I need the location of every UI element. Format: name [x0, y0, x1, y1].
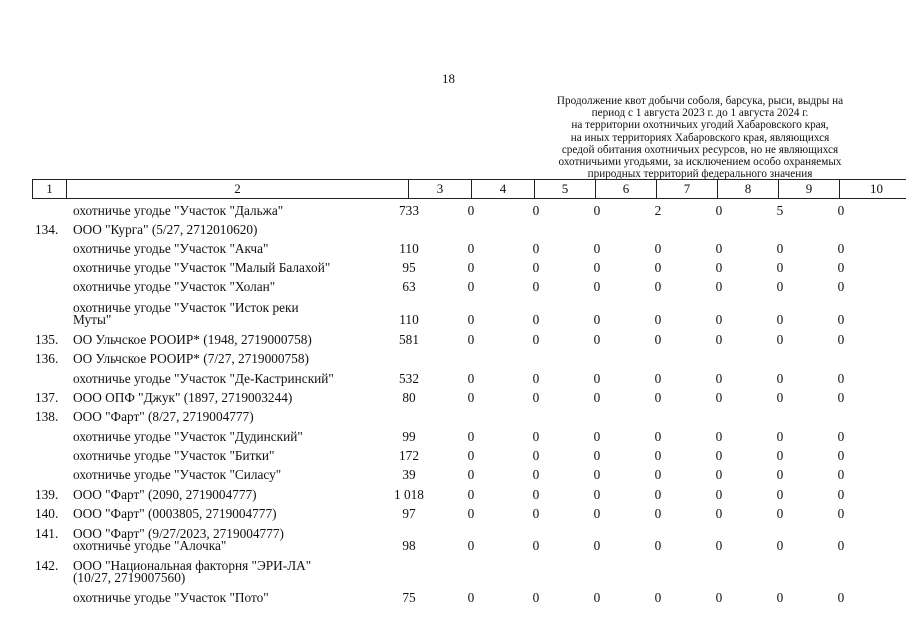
cell-col-4: 0 — [467, 332, 475, 347]
caption-line: на территории охотничьих угодий Хабаровского края, — [571, 119, 829, 132]
caption-line: на иных территориях Хабаровского края, являющихся — [570, 131, 830, 144]
cell-col-4: 0 — [467, 448, 475, 463]
hunting-ground-name: охотничье угодье "Участок "Холан" — [73, 279, 276, 294]
cell-col-7: 0 — [654, 590, 662, 605]
cell-col-9: 0 — [776, 487, 784, 502]
cell-col-7: 0 — [654, 371, 662, 386]
cell-col-10: 0 — [837, 203, 845, 218]
column-header-5: 5 — [535, 180, 596, 199]
cell-col-5: 0 — [532, 448, 540, 463]
cell-col-8: 0 — [715, 390, 723, 405]
organization-name: ОО Ульчское РООИР* (1948, 2719000758) — [73, 332, 312, 347]
cell-col-9: 0 — [776, 241, 784, 256]
cell-col-5: 0 — [532, 467, 540, 482]
cell-col-10: 0 — [837, 429, 845, 444]
cell-col-3: 80 — [402, 390, 416, 405]
cell-col-6: 0 — [593, 538, 601, 553]
cell-col-4: 0 — [467, 590, 475, 605]
organization-name: ООО "Фарт" (0003805, 2719004777) — [73, 506, 277, 521]
cell-col-9: 0 — [776, 371, 784, 386]
cell-col-6: 0 — [593, 332, 601, 347]
cell-col-5: 0 — [532, 332, 540, 347]
organization-name: ОО Ульчское РООИР* (7/27, 2719000758) — [73, 351, 309, 366]
hunting-ground-name: охотничье угодье "Участок "Акча" — [73, 241, 269, 256]
column-header-7: 7 — [657, 180, 718, 199]
cell-col-8: 0 — [715, 260, 723, 275]
hunting-ground-name: охотничье угодье "Участок "Дудинский" — [73, 429, 303, 444]
cell-col-10: 0 — [837, 590, 845, 605]
cell-col-8: 0 — [715, 203, 723, 218]
cell-col-5: 0 — [532, 312, 540, 327]
cell-col-3: 110 — [399, 241, 419, 256]
cell-col-5: 0 — [532, 203, 540, 218]
organization-name: ООО "Фарт" (9/27/2023, 2719004777) — [73, 526, 284, 541]
cell-col-10: 0 — [837, 538, 845, 553]
cell-col-9: 0 — [776, 429, 784, 444]
cell-col-6: 0 — [593, 448, 601, 463]
cell-col-4: 0 — [467, 429, 475, 444]
caption-line: природных территорий федерального значения — [587, 168, 813, 181]
cell-col-9: 0 — [776, 312, 784, 327]
cell-col-7: 0 — [654, 487, 662, 502]
cell-col-7: 0 — [654, 506, 662, 521]
cell-col-7: 0 — [654, 448, 662, 463]
cell-col-6: 0 — [593, 390, 601, 405]
cell-col-5: 0 — [532, 390, 540, 405]
column-header-9: 9 — [779, 180, 840, 199]
hunting-ground-name: охотничье угодье "Участок "Де-Кастринский" — [73, 371, 334, 386]
cell-col-7: 0 — [654, 332, 662, 347]
organization-name: (10/27, 2719007560) — [73, 570, 186, 585]
cell-col-4: 0 — [467, 538, 475, 553]
cell-col-6: 0 — [593, 241, 601, 256]
cell-col-8: 0 — [715, 241, 723, 256]
cell-col-10: 0 — [837, 467, 845, 482]
cell-col-4: 0 — [467, 371, 475, 386]
cell-col-8: 0 — [715, 538, 723, 553]
cell-col-7: 2 — [654, 203, 662, 218]
hunting-ground-name: охотничье угодье "Участок "Малый Балахой" — [73, 260, 331, 275]
cell-col-4: 0 — [467, 241, 475, 256]
cell-col-3: 39 — [402, 467, 416, 482]
hunting-ground-name: охотничье угодье "Участок "Дальжа" — [73, 203, 284, 218]
cell-col-3: 95 — [402, 260, 416, 275]
cell-col-3: 532 — [399, 371, 419, 386]
cell-col-8: 0 — [715, 467, 723, 482]
cell-col-6: 0 — [593, 429, 601, 444]
cell-col-6: 0 — [593, 506, 601, 521]
cell-col-4: 0 — [467, 260, 475, 275]
cell-col-7: 0 — [654, 538, 662, 553]
cell-col-7: 0 — [654, 390, 662, 405]
cell-col-6: 0 — [593, 371, 601, 386]
cell-col-10: 0 — [837, 487, 845, 502]
cell-col-9: 0 — [776, 467, 784, 482]
column-header-10: 10 — [840, 180, 906, 199]
hunting-ground-name: охотничье угодье "Участок "Силасу" — [73, 467, 282, 482]
cell-col-6: 0 — [593, 203, 601, 218]
cell-col-3: 75 — [402, 590, 416, 605]
cell-col-4: 0 — [467, 487, 475, 502]
hunting-ground-name: охотничье угодье "Участок "Пото" — [73, 590, 269, 605]
row-number: 134. — [35, 222, 59, 237]
column-header-3: 3 — [409, 180, 472, 199]
cell-col-7: 0 — [654, 241, 662, 256]
cell-col-7: 0 — [654, 467, 662, 482]
caption-line: Продолжение квот добычи соболя, барсука, рыси, выдры на — [556, 95, 844, 107]
hunting-ground-name: Муты" — [73, 312, 112, 327]
cell-col-8: 0 — [715, 429, 723, 444]
organization-name: ООО "Фарт" (2090, 2719004777) — [73, 487, 257, 502]
cell-col-9: 0 — [776, 538, 784, 553]
caption-line: период с 1 августа 2023 г. до 1 августа 2024 г. — [591, 107, 809, 120]
cell-col-3: 98 — [402, 538, 416, 553]
cell-col-4: 0 — [467, 312, 475, 327]
cell-col-9: 0 — [776, 390, 784, 405]
cell-col-6: 0 — [593, 279, 601, 294]
column-header-4: 4 — [472, 180, 535, 199]
cell-col-5: 0 — [532, 487, 540, 502]
cell-col-9: 0 — [776, 506, 784, 521]
cell-col-9: 0 — [776, 448, 784, 463]
cell-col-6: 0 — [593, 590, 601, 605]
cell-col-8: 0 — [715, 590, 723, 605]
organization-name: ООО ОПФ "Джук" (1897, 2719003244) — [73, 390, 293, 405]
cell-col-10: 0 — [837, 332, 845, 347]
cell-col-3: 63 — [402, 279, 416, 294]
cell-col-7: 0 — [654, 260, 662, 275]
column-header-6: 6 — [596, 180, 657, 199]
cell-col-5: 0 — [532, 429, 540, 444]
cell-col-3: 1 018 — [394, 487, 424, 502]
row-number: 140. — [35, 506, 59, 521]
hunting-ground-name: охотничье угодье "Участок "Битки" — [73, 448, 275, 463]
cell-col-8: 0 — [715, 506, 723, 521]
caption-line: средой обитания охотничьих ресурсов, но не являющихся — [561, 143, 839, 156]
cell-col-8: 0 — [715, 487, 723, 502]
page-number: 18 — [442, 71, 455, 86]
cell-col-10: 0 — [837, 312, 845, 327]
cell-col-3: 172 — [399, 448, 419, 463]
cell-col-7: 0 — [654, 312, 662, 327]
cell-col-10: 0 — [837, 371, 845, 386]
row-number: 136. — [35, 351, 59, 366]
cell-col-6: 0 — [593, 487, 601, 502]
row-number: 137. — [35, 390, 59, 405]
column-header-2: 2 — [67, 180, 409, 199]
cell-col-4: 0 — [467, 467, 475, 482]
cell-col-8: 0 — [715, 371, 723, 386]
cell-col-3: 581 — [399, 332, 419, 347]
cell-col-10: 0 — [837, 390, 845, 405]
row-number: 139. — [35, 487, 59, 502]
cell-col-5: 0 — [532, 590, 540, 605]
cell-col-9: 5 — [776, 203, 784, 218]
row-number: 138. — [35, 409, 59, 424]
cell-col-9: 0 — [776, 332, 784, 347]
cell-col-3: 733 — [399, 203, 419, 218]
cell-col-6: 0 — [593, 260, 601, 275]
cell-col-5: 0 — [532, 260, 540, 275]
cell-col-4: 0 — [467, 203, 475, 218]
cell-col-7: 0 — [654, 279, 662, 294]
cell-col-6: 0 — [593, 312, 601, 327]
cell-col-5: 0 — [532, 371, 540, 386]
cell-col-10: 0 — [837, 506, 845, 521]
cell-col-8: 0 — [715, 312, 723, 327]
cell-col-10: 0 — [837, 241, 845, 256]
cell-col-4: 0 — [467, 390, 475, 405]
caption-line: охотничьими угодьями, за исключением особо охраняемых — [558, 156, 842, 169]
cell-col-6: 0 — [593, 467, 601, 482]
cell-col-9: 0 — [776, 590, 784, 605]
cell-col-4: 0 — [467, 279, 475, 294]
cell-col-7: 0 — [654, 429, 662, 444]
cell-col-9: 0 — [776, 279, 784, 294]
cell-col-3: 97 — [402, 506, 416, 521]
cell-col-8: 0 — [715, 279, 723, 294]
cell-col-4: 0 — [467, 506, 475, 521]
cell-col-10: 0 — [837, 260, 845, 275]
cell-col-3: 110 — [399, 312, 419, 327]
cell-col-8: 0 — [715, 448, 723, 463]
cell-col-5: 0 — [532, 506, 540, 521]
cell-col-9: 0 — [776, 260, 784, 275]
row-number: 142. — [35, 558, 59, 573]
cell-col-5: 0 — [532, 538, 540, 553]
cell-col-10: 0 — [837, 279, 845, 294]
cell-col-3: 99 — [402, 429, 416, 444]
cell-col-8: 0 — [715, 332, 723, 347]
column-header-1: 1 — [33, 180, 67, 199]
organization-name: ООО "Курга" (5/27, 2712010620) — [73, 222, 258, 237]
organization-name: ООО "Фарт" (8/27, 2719004777) — [73, 409, 254, 424]
hunting-ground-name: охотничье угодье "Участок "Исток реки — [73, 300, 299, 315]
row-number: 141. — [35, 526, 59, 541]
organization-name: ООО "Национальная факторня "ЭРИ-ЛА" — [73, 558, 312, 573]
organization-name: охотничье угодье "Алочка" — [73, 538, 227, 553]
row-number: 135. — [35, 332, 59, 347]
cell-col-10: 0 — [837, 448, 845, 463]
cell-col-5: 0 — [532, 241, 540, 256]
column-header-8: 8 — [718, 180, 779, 199]
cell-col-5: 0 — [532, 279, 540, 294]
